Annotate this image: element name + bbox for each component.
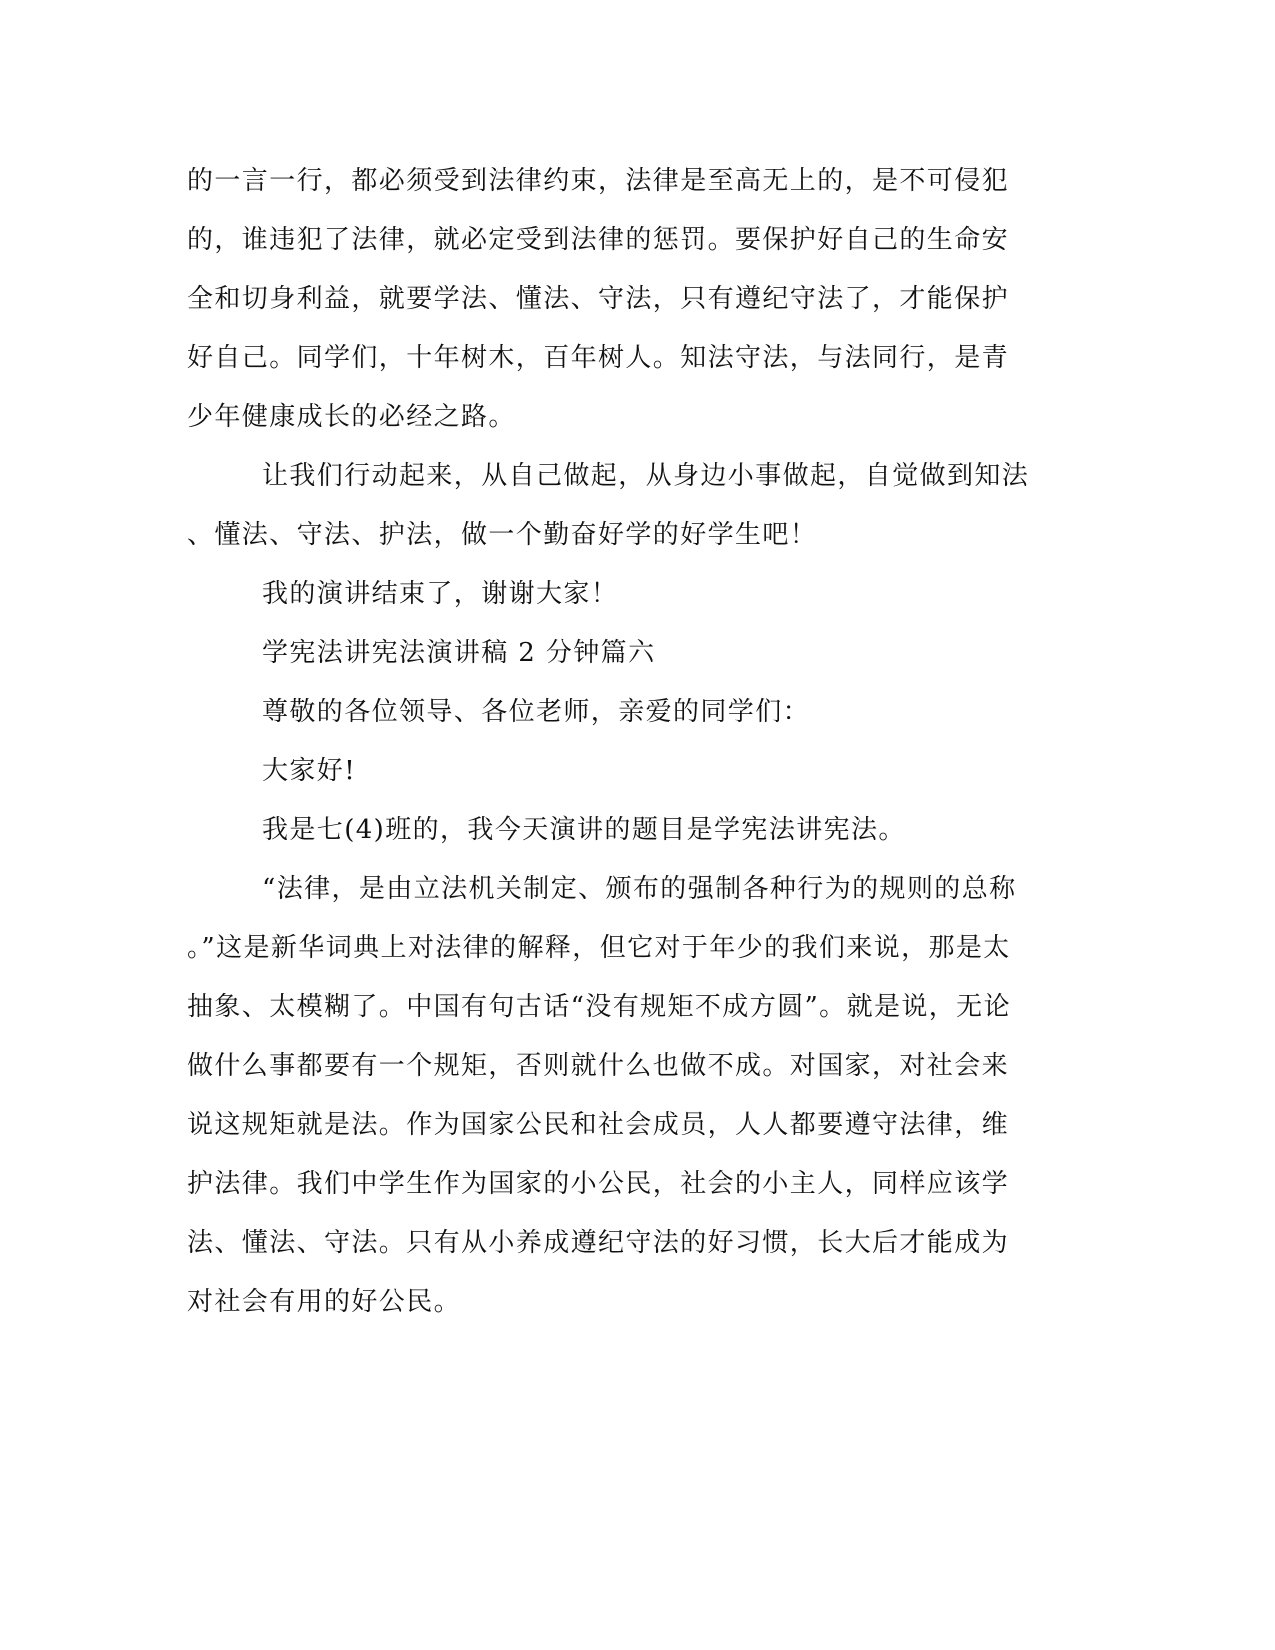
body-text-line: 全和切身利益，就要学法、懂法、守法，只有遵纪守法了，才能保护 [187, 284, 1010, 314]
body-text-line: 对社会有用的好公民。 [187, 1287, 462, 1317]
body-text-line: 抽象、太模糊了。中国有句古话“没有规矩不成方圆”。就是说，无论 [187, 992, 1011, 1022]
body-text-line: 少年健康成长的必经之路。 [187, 402, 516, 432]
body-text-line: 让我们行动起来，从自己做起，从身边小事做起，自觉做到知法 [262, 461, 1030, 491]
body-text-line: 、懂法、守法、护法，做一个勤奋好学的好学生吧！ [187, 520, 818, 550]
body-text-line: 的，谁违犯了法律，就必定受到法律的惩罚。要保护好自己的生命安 [187, 225, 1010, 255]
body-text-line: 做什么事都要有一个规矩，否则就什么也做不成。对国家，对社会来 [187, 1051, 1010, 1081]
salutation: 尊敬的各位领导、各位老师，亲爱的同学们： [262, 697, 811, 727]
self-introduction: 我是七(4)班的，我今天演讲的题目是学宪法讲宪法。 [262, 815, 906, 845]
body-text-line: 护法律。我们中学生作为国家的小公民，社会的小主人，同样应该学 [187, 1169, 1010, 1199]
body-text-line: 。”这是新华词典上对法律的解释，但它对于年少的我们来说，那是太 [187, 933, 1011, 963]
greeting: 大家好! [262, 756, 357, 786]
body-text-line: 好自己。同学们，十年树木，百年树人。知法守法，与法同行，是青 [187, 343, 1010, 373]
section-heading: 学宪法讲宪法演讲稿 2 分钟篇六 [262, 638, 656, 668]
body-text-line: 法、懂法、守法。只有从小养成遵纪守法的好习惯，长大后才能成为 [187, 1228, 1010, 1258]
body-text-line: 的一言一行，都必须受到法律约束，法律是至高无上的，是不可侵犯 [187, 166, 1010, 196]
body-text-line: “法律，是由立法机关制定、颁布的强制各种行为的规则的总称 [262, 874, 1017, 904]
body-text-line: 说这规矩就是法。作为国家公民和社会成员，人人都要遵守法律，维 [187, 1110, 1010, 1140]
closing-line: 我的演讲结束了，谢谢大家！ [262, 579, 619, 609]
